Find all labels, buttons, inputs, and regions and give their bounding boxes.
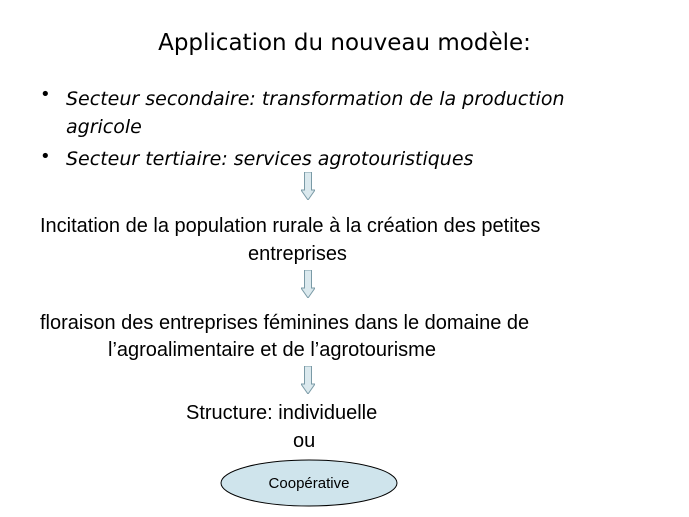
step-1-line-1: Incitation de la population rurale à la création des petites (40, 215, 541, 237)
down-arrow-icon (301, 270, 315, 298)
step-3-or: ou (293, 430, 316, 452)
bullet-marker: • (40, 84, 51, 105)
step-1-line-2: entreprises (248, 243, 347, 265)
step-3-structure: Structure: individuelle (186, 402, 378, 424)
step-2-line-1: floraison des entreprises féminines dans le domaine de (40, 312, 530, 334)
cooperative-node (220, 459, 398, 507)
cooperative-label: Coopérative (268, 474, 350, 492)
bullet-1-line-1: Secteur secondaire: transformation de la production (66, 88, 565, 110)
bullet-2-text: Secteur tertiaire: services agrotouristiques (66, 148, 474, 170)
bullet-marker: • (40, 146, 51, 167)
bullet-1-line-2: agricole (66, 116, 142, 138)
down-arrow-icon (301, 172, 315, 200)
down-arrow-icon (301, 366, 315, 394)
step-2-line-2: l’agroalimentaire et de l’agrotourisme (108, 339, 436, 361)
slide-title: Application du nouveau modèle: (158, 30, 531, 56)
